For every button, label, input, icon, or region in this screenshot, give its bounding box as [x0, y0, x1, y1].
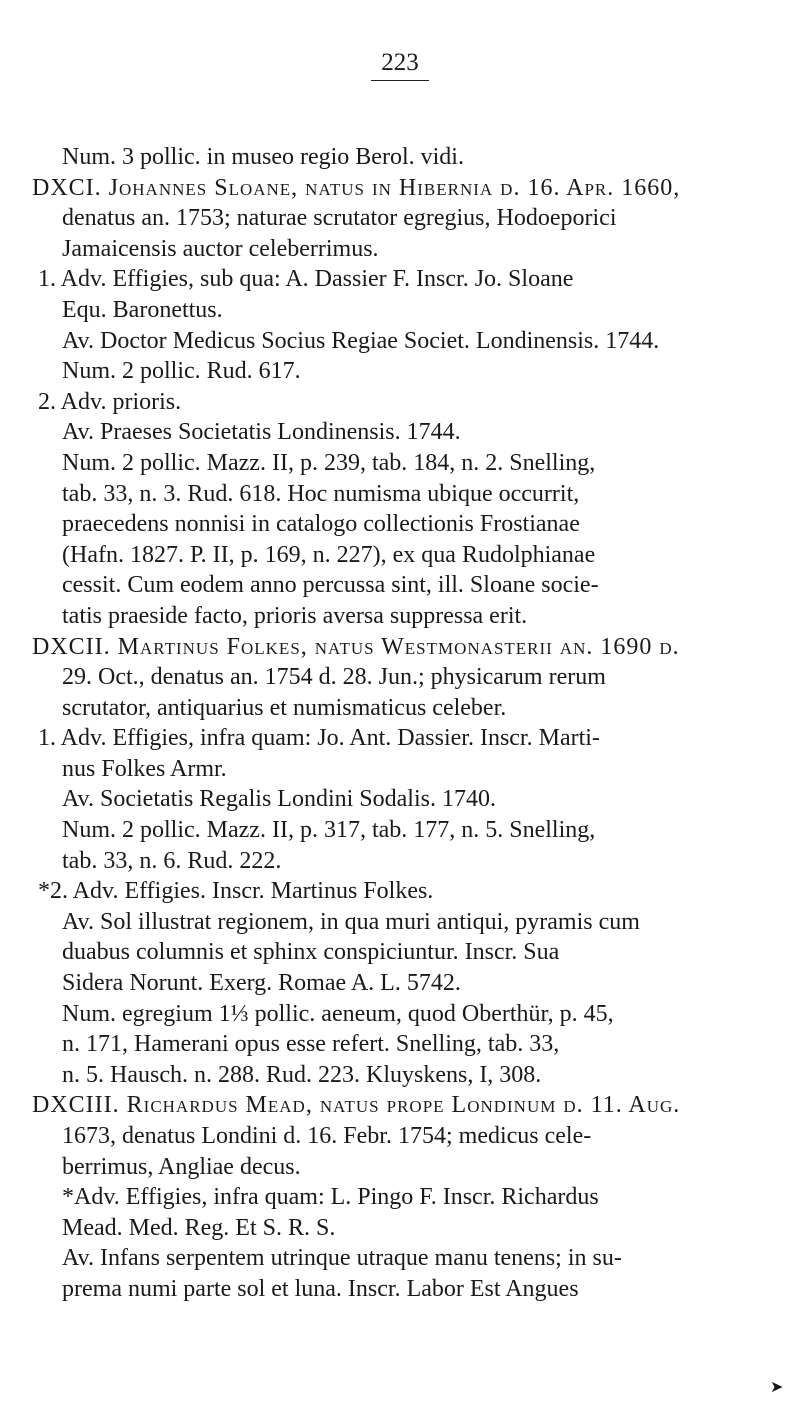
- text-line: 1673, denatus Londini d. 16. Febr. 1754; medicus cele-: [62, 1123, 592, 1149]
- text-line: Av. Societatis Regalis Londini Sodalis. 1740.: [62, 786, 496, 813]
- text-line: 29. Oct., denatus an. 1754 d. 28. Jun.; physicarum rerum: [62, 664, 606, 691]
- text-line: Mead. Med. Reg. Et S. R. S.: [62, 1214, 336, 1241]
- text-line: nus Folkes Armr.: [62, 755, 227, 782]
- text-line: duabus columnis et sphinx conspiciuntur. Inscr. Sua: [62, 939, 560, 966]
- text-line: cessit. Cum eodem anno percussa sint, ill. Sloane socie-: [62, 572, 599, 599]
- text-line: Av. Infans serpentem utrinque utraque manu tenens; in su-: [62, 1245, 622, 1272]
- text-line: Num. 2 pollic. Mazz. II, p. 239, tab. 184, n. 2. Snelling,: [62, 449, 596, 476]
- text-line: n. 5. Hausch. n. 288. Rud. 223. Kluyskens, I, 308.: [62, 1061, 542, 1088]
- text-line: prema numi parte sol et luna. Inscr. Labor Est Angues: [62, 1275, 579, 1302]
- text-line: 2. Adv. prioris.: [38, 388, 182, 415]
- text-line: Equ. Baronettus.: [62, 296, 223, 323]
- text-line: *Adv. Effigies, infra quam: L. Pingo F. Inscr. Richardus: [62, 1184, 599, 1211]
- text-line: Num. egregium 1⅓ pollic. aeneum, quod Oberthür, p. 45,: [62, 1000, 614, 1027]
- text-line: berrimus, Angliae decus.: [62, 1153, 301, 1180]
- catalogue-text: [0, 142, 800, 1305]
- text-line: scrutator, antiquarius et numismaticus celeber.: [62, 694, 507, 721]
- text-line: *2. Adv. Effigies. Inscr. Martinus Folkes.: [38, 878, 434, 905]
- text-line: tab. 33, n. 6. Rud. 222.: [62, 847, 282, 874]
- text-line: Num. 2 pollic. Mazz. II, p. 317, tab. 177, n. 5. Snelling,: [62, 817, 596, 844]
- text-line: 1. Adv. Effigies, sub qua: A. Dassier F. Inscr. Jo. Sloane: [38, 266, 574, 293]
- text-line: Num. 2 pollic. Rud. 617.: [62, 358, 301, 385]
- text-line: Sidera Norunt. Exerg. Romae A. L. 5742.: [62, 970, 461, 997]
- arrow-mark-icon: ➤: [770, 1379, 784, 1396]
- entry-heading-dxciii: DXCIII. Richardus Mead, natus prope Londinum d. 11. Aug.: [32, 1092, 681, 1119]
- page-number: 223: [0, 48, 800, 81]
- text-line: tatis praeside facto, prioris aversa suppressa erit.: [62, 602, 528, 629]
- entry-heading-dxcii: DXCII. Martinus Folkes, natus Westmonasterii an. 1690 d.: [32, 633, 680, 660]
- text-line: Jamaicensis auctor celeberrimus.: [62, 235, 379, 262]
- text-line: praecedens nonnisi in catalogo collectionis Frostianae: [62, 511, 580, 538]
- text-line: Num. 3 pollic. in museo regio Berol. vidi.: [62, 144, 464, 170]
- text-line: Av. Praeses Societatis Londinensis. 1744.: [62, 419, 461, 446]
- text-line: (Hafn. 1827. P. II, p. 169, n. 227), ex qua Rudolphianae: [62, 541, 596, 568]
- entry-heading-dxci: DXCI. Johannes Sloane, natus in Hibernia d. 16. Apr. 1660,: [32, 174, 681, 201]
- text-line: 1. Adv. Effigies, infra quam: Jo. Ant. Dassier. Inscr. Marti-: [38, 725, 600, 752]
- text-line: denatus an. 1753; naturae scrutator egregius, Hodoeporici: [62, 205, 617, 232]
- text-line: Av. Doctor Medicus Socius Regiae Societ. Londinensis. 1744.: [62, 327, 660, 354]
- text-line: Av. Sol illustrat regionem, in qua muri antiqui, pyramis cum: [62, 908, 640, 935]
- text-line: n. 171, Hamerani opus esse refert. Snelling, tab. 33,: [62, 1031, 560, 1058]
- text-line: tab. 33, n. 3. Rud. 618. Hoc numisma ubique occurrit,: [62, 480, 580, 507]
